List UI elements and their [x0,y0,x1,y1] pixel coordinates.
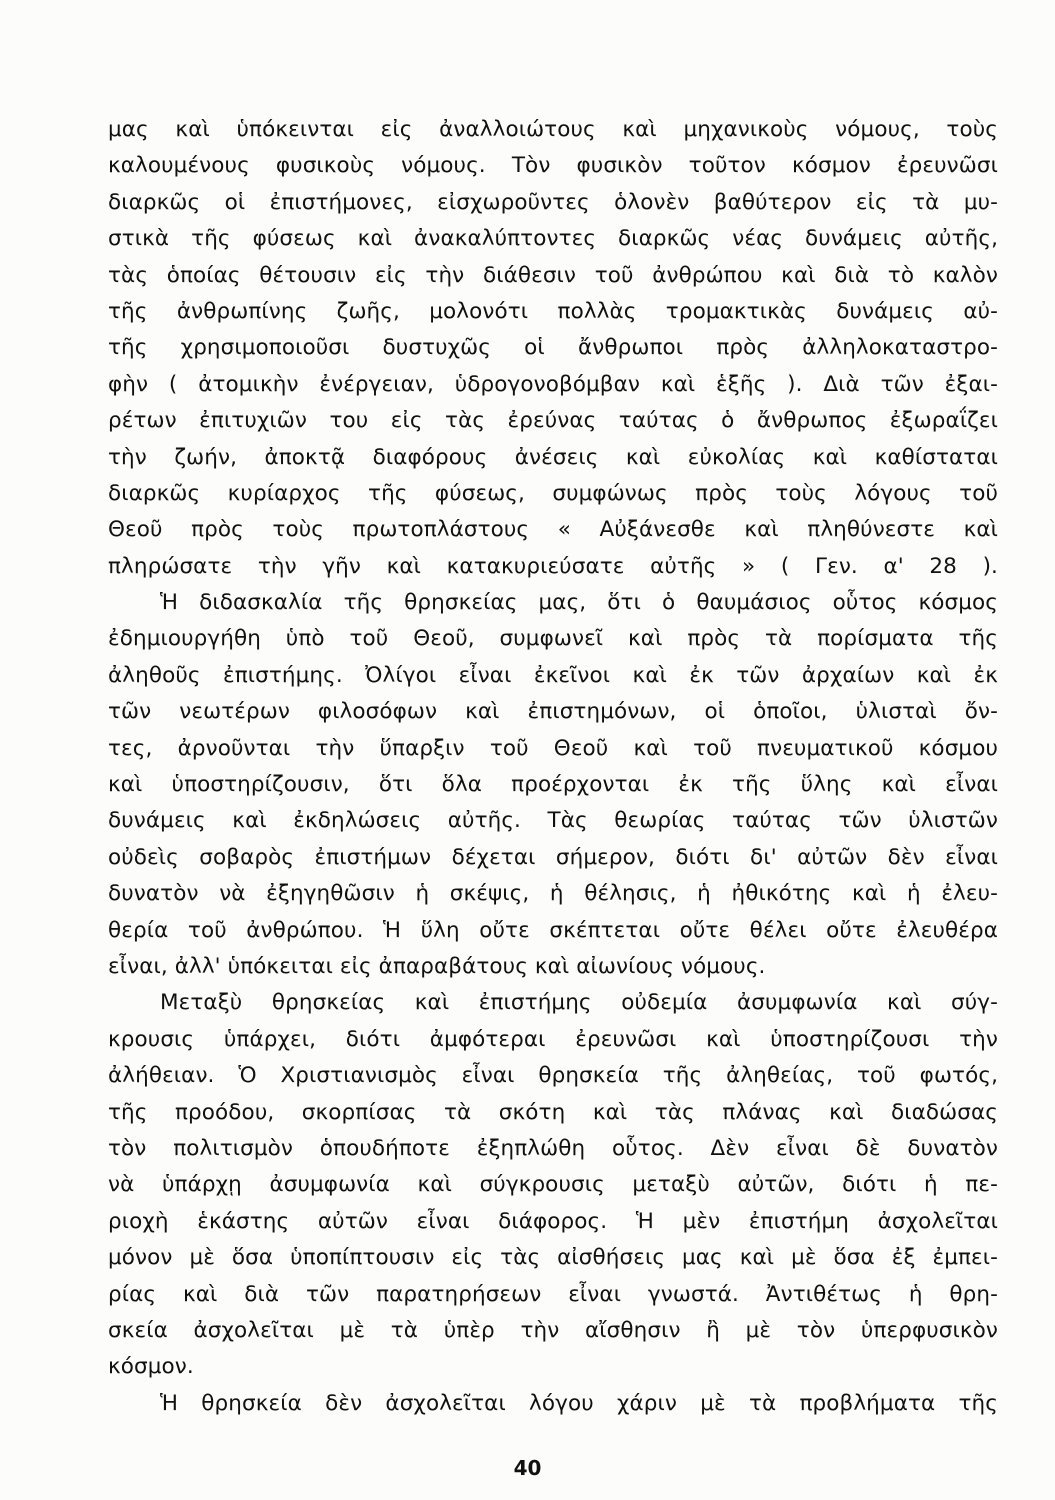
text-line: τὸν πολιτισμὸν ὁπουδήποτε ἐξηπλώθη οὗτος. Δὲν εἶναι δὲ δυνατὸν [108,1135,998,1161]
text-line: Θεοῦ πρὸς τοὺς πρωτοπλάστους « Αὐξάνεσθε καὶ πληθύνεστε καὶ [108,517,998,543]
text-line: τὰς ὁποίας θέτουσιν εἰς τὴν διάθεσιν τοῦ ἀνθρώπου καὶ διὰ τὸ καλὸν [108,262,998,288]
text-line: τῆς ἀνθρωπίνης ζωῆς, μολονότι πολλὰς τρομακτικὰς δυνάμεις αὐ- [108,298,998,324]
text-line: τῶν νεωτέρων φιλοσόφων καὶ ἐπιστημόνων, οἱ ὁποῖοι, ὑλισταὶ ὄν- [108,699,998,725]
text-line: δυνάμεις καὶ ἐκδηλώσεις αὐτῆς. Τὰς θεωρίας ταύτας τῶν ὑλιστῶν [108,808,998,834]
text-line: καὶ ὑποστηρίζουσιν, ὅτι ὅλα προέρχονται ἐκ τῆς ὕλης καὶ εἶναι [108,772,998,798]
text-line: φὴν ( ἀτομικὴν ἐνέργειαν, ὑδρογονοβόμβαν καὶ ἑξῆς ). Διὰ τῶν ἐξαι- [108,371,998,397]
text-line: διαρκῶς κυρίαρχος τῆς φύσεως, συμφώνως πρὸς τοὺς λόγους τοῦ [108,480,998,506]
text-line: τὴν ζωήν, ἀποκτᾷ διαφόρους ἀνέσεις καὶ εὐκολίας καὶ καθίσταται [108,444,998,470]
text-line: καλουμένους φυσικοὺς νόμους. Τὸν φυσικὸν τοῦτον κόσμον ἐρευνῶσι [108,153,998,179]
text-line: οὐδεὶς σοβαρὸς ἐπιστήμων δέχεται σήμερον, διότι δι' αὐτῶν δὲν εἶναι [108,844,998,870]
text-line: ρίας καὶ διὰ τῶν παρατηρήσεων εἶναι γνωστά. Ἀντιθέτως ἡ θρη- [108,1281,998,1307]
text-line: κρουσις ὑπάρχει, διότι ἀμφότεραι ἐρευνῶσι καὶ ὑποστηρίζουσι τὴν [108,1026,998,1052]
text-line: ἀληθοῦς ἐπιστήμης. Ὀλίγοι εἶναι ἐκεῖνοι καὶ ἐκ τῶν ἀρχαίων καὶ ἐκ [108,662,998,688]
text-line: δυνατὸν νὰ ἐξηγηθῶσιν ἡ σκέψις, ἡ θέλησις, ἡ ἠθικότης καὶ ἡ ἐλευ- [108,881,998,907]
page-number: 40 [513,1456,542,1480]
text-line: πληρώσατε τὴν γῆν καὶ κατακυριεύσατε αὐτῆς » ( Γεν. α' 28 ). [108,553,998,579]
text-line: Ἡ διδασκαλία τῆς θρησκείας μας, ὅτι ὁ θαυμάσιος οὗτος κόσμος [160,590,998,616]
text-line: κόσμον. [108,1354,194,1380]
body-text [108,112,998,1422]
text-line: ἀλήθειαν. Ὁ Χριστιανισμὸς εἶναι θρησκεία τῆς ἀληθείας, τοῦ φωτός, [108,1063,998,1089]
text-line: διαρκῶς οἱ ἐπιστήμονες, εἰσχωροῦντες ὁλονὲν βαθύτερον εἰς τὰ μυ- [108,189,998,215]
text-line: εἶναι, ἀλλ' ὑπόκειται εἰς ἀπαραβάτους καὶ αἰωνίους νόμους. [108,953,766,979]
text-line: μόνον μὲ ὅσα ὑποπίπτουσιν εἰς τὰς αἰσθήσεις μας καὶ μὲ ὅσα ἐξ ἐμπει- [108,1245,998,1271]
text-line: Μεταξὺ θρησκείας καὶ ἐπιστήμης οὐδεμία ἀσυμφωνία καὶ σύγ- [160,990,998,1016]
text-line: Ἡ θρησκεία δὲν ἀσχολεῖται λόγου χάριν μὲ τὰ προβλήματα τῆς [160,1390,998,1416]
text-line: τῆς χρησιμοποιοῦσι δυστυχῶς οἱ ἄνθρωποι πρὸς ἀλληλοκαταστρο- [108,335,998,361]
text-line: τῆς προόδου, σκορπίσας τὰ σκότη καὶ τὰς πλάνας καὶ διαδώσας [108,1099,998,1125]
text-line: ριοχὴ ἑκάστης αὐτῶν εἶναι διάφορος. Ἡ μὲν ἐπιστήμη ἀσχολεῖται [108,1208,998,1234]
text-line: μας καὶ ὑπόκεινται εἰς ἀναλλοιώτους καὶ μηχανικοὺς νόμους, τοὺς [108,117,998,142]
text-line: θερία τοῦ ἀνθρώπου. Ἡ ὕλη οὔτε σκέπτεται οὔτε θέλει οὔτε ἐλευθέρα [108,917,998,943]
text-line: ἐδημιουργήθη ὑπὸ τοῦ Θεοῦ, συμφωνεῖ καὶ πρὸς τὰ πορίσματα τῆς [108,626,998,652]
text-line: νὰ ὑπάρχῃ ἀσυμφωνία καὶ σύγκρουσις μεταξὺ αὐτῶν, διότι ἡ πε- [108,1172,998,1198]
text-line: στικὰ τῆς φύσεως καὶ ἀνακαλύπτοντες διαρκῶς νέας δυνάμεις αὐτῆς, [108,226,998,252]
text-line: σκεία ἀσχολεῖται μὲ τὰ ὑπὲρ τὴν αἴσθησιν ἢ μὲ τὸν ὑπερφυσικὸν [108,1317,998,1343]
text-line: τες, ἀρνοῦνται τὴν ὕπαρξιν τοῦ Θεοῦ καὶ τοῦ πνευματικοῦ κόσμου [108,735,998,761]
text-line: ρέτων ἐπιτυχιῶν του εἰς τὰς ἐρεύνας ταύτας ὁ ἄνθρωπος ἐξωραΐζει [108,408,998,434]
